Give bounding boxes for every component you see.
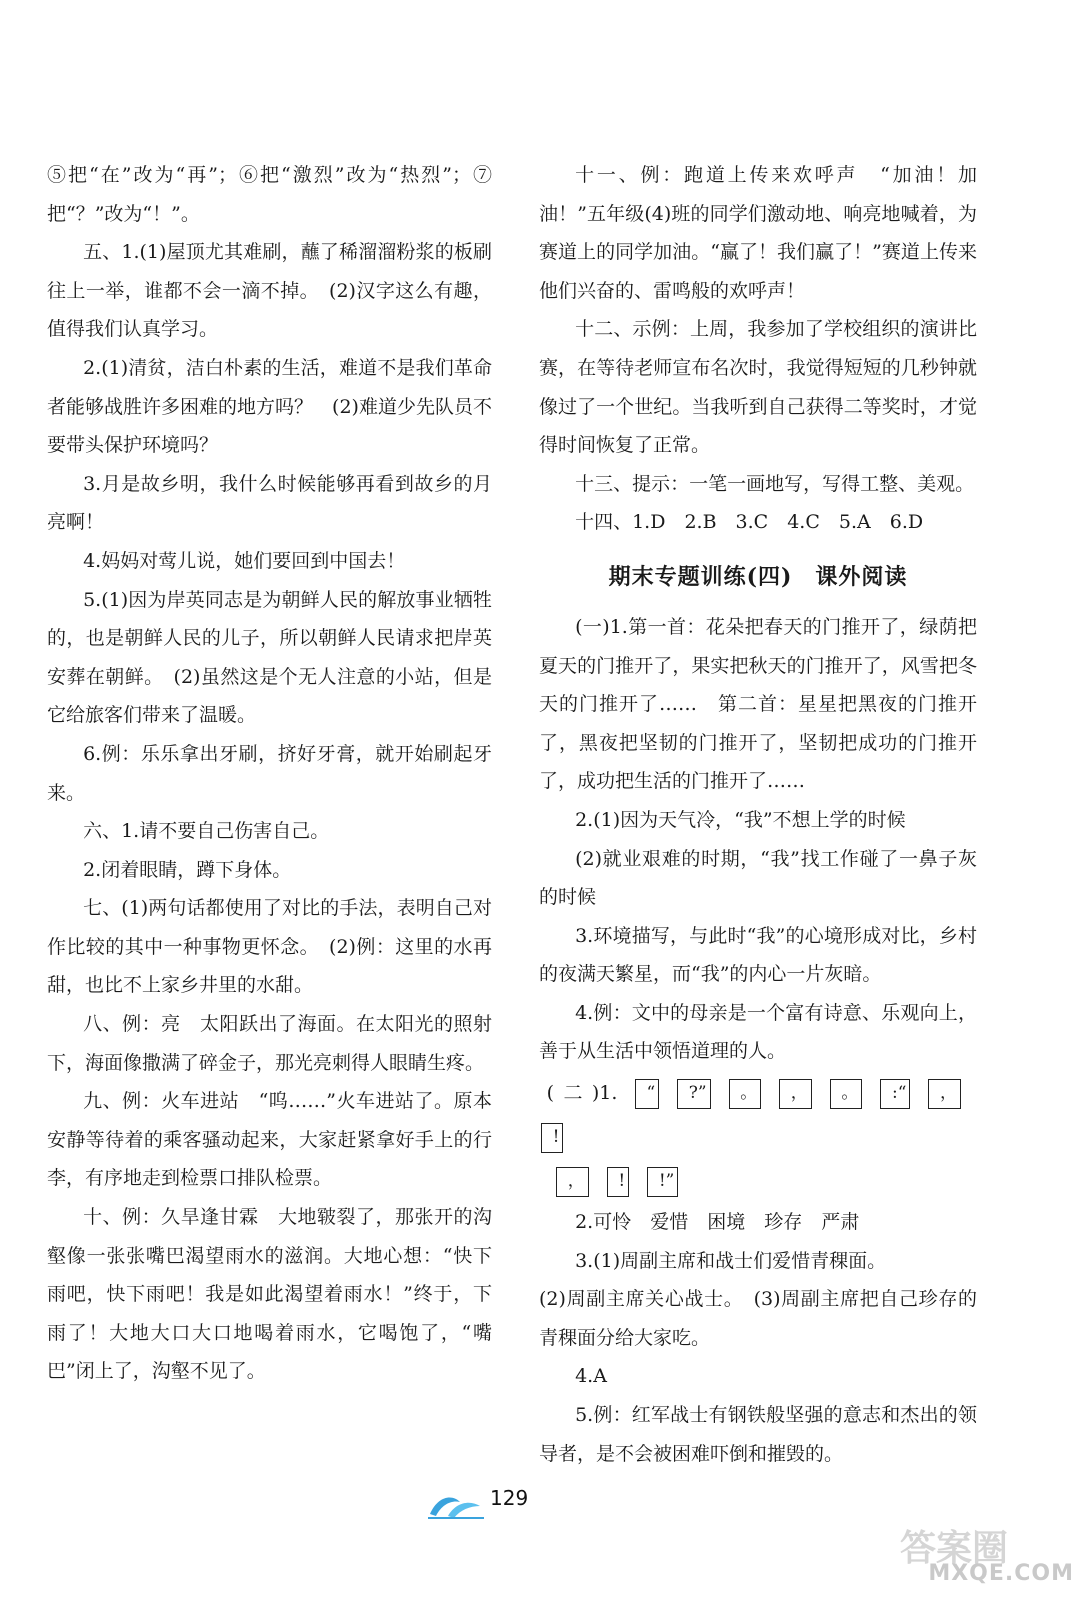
punctuation-box: ， xyxy=(556,1167,589,1197)
punctuation-box: ! xyxy=(607,1167,629,1197)
answers-section-reading xyxy=(539,608,977,1071)
answer-paragraph: 2.闭着眼睛，蹲下身体。 xyxy=(83,858,292,881)
answer-paragraph: 3.环境描写，与此时“我”的心境形成对比，乡村的夜满天繁星，而“我”的内心一片灰暗。 xyxy=(539,924,977,986)
punctuation-box: “ xyxy=(635,1079,659,1109)
punctuation-box: 。 xyxy=(830,1079,863,1109)
answer-paragraph: 2.可怜 爱惜 困境 珍存 严肃 xyxy=(575,1211,860,1234)
answer-paragraph: 六、1.请不要自己伤害自己。 xyxy=(83,820,330,843)
left-column xyxy=(47,156,492,1391)
answer-paragraph: (2)就业艰难的时期，“我”找工作碰了一鼻子灰的时候 xyxy=(539,847,977,909)
answer-paragraph: 2.(1)清贫，洁白朴素的生活，难道不是我们革命者能够战胜许多困难的地方吗？ (2)难道少先队员不要带头保护环境吗？ xyxy=(47,356,492,457)
answer-paragraph: 八、例：亮 太阳跃出了海面。在太阳光的照射下，海面像撒满了碎金子，那光亮刺得人眼睛生疼。 xyxy=(47,1013,492,1074)
page-footer xyxy=(420,1484,570,1524)
punctuation-box: :“ xyxy=(880,1079,910,1109)
punctuation-box: !” xyxy=(647,1167,678,1197)
answer-paragraph: 十四、1.D 2.B 3.C 4.C 5.A 6.D xyxy=(575,511,924,534)
answer-paragraph: 6.例：乐乐拿出牙刷，挤好牙膏，就开始刷起牙来。 xyxy=(47,742,492,804)
punctuation-box: ， xyxy=(779,1079,812,1109)
punctuation-box: ， xyxy=(928,1079,961,1109)
answers-section-bottom xyxy=(539,1203,977,1473)
punctuation-box: 。 xyxy=(729,1079,762,1109)
watermark-text: MXQE.COM xyxy=(928,1561,1074,1586)
leaf-icon xyxy=(426,1488,486,1526)
answer-paragraph: 十二、示例：上周，我参加了学校组织的演讲比赛，在等待老师宣布名次时，我觉得短短的几秒钟就像过了一个世纪。当我听到自己获得二等奖时，才觉得时间恢复了正常。 xyxy=(539,318,977,457)
answer-paragraph: 九、例：火车进站 “呜……”火车进站了。原本安静等待着的乘客骚动起来，大家赶紧拿好手上的行李，有序地走到检票口排队检票。 xyxy=(47,1090,492,1190)
answer-paragraph: (一)1.第一首：花朵把春天的门推开了，绿荫把夏天的门推开了，果实把秋天的门推开了，风雪把冬天的门推开了…… 第二首：星星把黑夜的门推开了，黑夜把坚韧的门推开了，坚韧把成功的门推开了，成功把生活的门推开了…… xyxy=(539,615,977,793)
answer-paragraph: 3.月是故乡明，我什么时候能够再看到故乡的月亮啊！ xyxy=(47,472,492,534)
answer-paragraph: 十、例：久旱逢甘霖 大地皲裂了，那张开的沟壑像一张张嘴巴渴望雨水的滋润。大地心想：“快下雨吧，快下雨吧！我是如此渴望着雨水！”终于，下雨了！大地大口大口地喝着雨水，它喝饱了，“嘴巴”闭上了，沟壑不见了。 xyxy=(47,1206,492,1383)
watermark-logo: 答案圈 xyxy=(900,1528,1009,1569)
punctuation-row-1 xyxy=(539,1071,977,1159)
right-column xyxy=(539,156,977,1473)
answer-paragraph: (2)周副主席关心战士。 (3)周副主席把自己珍存的青稞面分给大家吃。 xyxy=(539,1288,977,1349)
punctuation-box: ! xyxy=(541,1123,563,1153)
answer-paragraph: 七、(1)两句话都使用了对比的手法，表明自己对作比较的其中一种事物更怀念。 (2)例：这里的水再甜，也比不上家乡井里的水甜。 xyxy=(47,897,492,997)
watermark xyxy=(890,1520,1080,1590)
punctuation-box: ?” xyxy=(677,1079,710,1109)
answer-paragraph: 5.(1)因为岸英同志是为朝鲜人民的解放事业牺牲的，也是朝鲜人民的儿子，所以朝鲜人民请求把岸英安葬在朝鲜。 (2)虽然这是个无人注意的小站，但是它给旅客们带来了温暖。 xyxy=(47,588,492,727)
section-heading: 期末专题训练(四) 课外阅读 xyxy=(608,563,908,590)
answer-paragraph: 2.(1)因为天气冷，“我”不想上学的时候 xyxy=(575,808,906,831)
punctuation-row-2 xyxy=(539,1159,977,1203)
answer-paragraph: 十一、例：跑道上传来欢呼声 “加油！加油！”五年级(4)班的同学们激动地、响亮地喊着，为赛道上的同学加油。“赢了！我们赢了！”赛道上传来他们兴奋的、雷鸣般的欢呼声！ xyxy=(539,164,977,302)
answer-paragraph: 五、1.(1)屋顶尤其难刷，蘸了稀溜溜粉浆的板刷往上一举，谁都不会一滴不掉。 (2)汉字这么有趣，值得我们认真学习。 xyxy=(47,241,492,341)
answer-paragraph: 5.例：红军战士有钢铁般坚强的意志和杰出的领导者，是不会被困难吓倒和摧毁的。 xyxy=(539,1404,977,1465)
answer-paragraph: 4.A xyxy=(575,1365,607,1388)
answer-paragraph: 4.妈妈对莺儿说，她们要回到中国去！ xyxy=(83,549,406,572)
answer-paragraph: 3.(1)周副主席和战士们爱惜青稞面。 xyxy=(575,1249,887,1272)
punctuation-label: (二)1. xyxy=(546,1082,618,1105)
answer-paragraph: 十三、提示：一笔一画地写，写得工整、美观。 xyxy=(575,472,975,495)
answer-paragraph: 4.例：文中的母亲是一个富有诗意、乐观向上，善于从生活中领悟道理的人。 xyxy=(539,1001,977,1063)
answer-paragraph: ⑤把“在”改为“再”；⑥把“激烈”改为“热烈”；⑦把“？”改为“！”。 xyxy=(47,164,492,225)
page-number: 129 xyxy=(490,1486,529,1510)
answers-section-top xyxy=(539,156,977,542)
